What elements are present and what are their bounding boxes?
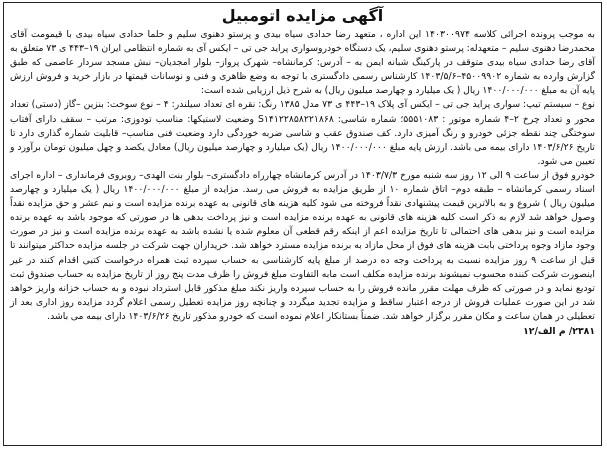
- notice-paragraph-auction-terms: خودرو فوق از ساعت ۹ الی ۱۲ روز سه شنبه مورخ ۱۴۰۳/۷/۳ در آدرس کرمانشاه چهارراه دادگستری– بلوار بنت الهدی– روبروی فرمانداری – اداره اجرای اسناد رسمی کرمانشاه – طبقه دوم– اتاق شماره ۱۰ از طریق مزایده به فروش می رسد. مزایده از مبلغ ۱۴۰۰/۰۰۰/۰۰۰ ریال ( یک میلیارد و چهارصد میلیون ریال ) شروع و به بالاترین قیمت پیشنهادی نقداً فروخته می شود کلیه هزینه های قانونی به عهده برنده مزایده است و نیم عشر و حق مزایده نقداً وصول خواهد شد لازم به ذکر است کلیه هزینه های قانونی به عهده برنده مزایده است و نیز پرداخت بدهی ها در صورتی که موجود باشد به عهده برنده مزایده است و نیز بدهی های احتمالی تا تاریخ مزایده اعم از اینکه رقم قطعی آن معلوم شده یا نشده باشد به عهده برنده مزایده است و نیز در صورت وجود مازاد وجوه پرداختی بابت هزینه های فوق از محل مازاد به برنده مزایده مسترد خواهد شد. خریداران جهت شرکت در جلسه مزایده حداکثر میتوانند تا قبل از ساعت ۹ روز مزایده نسبت به پرداخت وجه ده درصد از مبلغ پایه کارشناسی به حساب سپرده ثبت همراه درخواست کتبی اقدام کنند در غیر اینصورت شرکت کننده محسوب نمیشوند برنده مزایده مکلف است مابه التفاوت مبلغ فروش را ظرف مدت پنج روز از تاریخ مزایده به حساب صندوق ثبت تودیع نماید و در صورتی که ظرف مهلت مقرر مانده فروش را به حساب سپرده واریز نکند مبلغ مذکور قابل استرداد نبوده و به حساب خزانه واریز خواهد شد در این صورت عملیات فروش از درجه اعتبار ساقط و مزایده تجدید میگردد و چنانچه روز مزایده تعطیل رسمی اعلام گردد مزایده روز اداری بعد از تعطیلی در همان ساعت و مکان مقرر برگزار خواهد شد. ضمناً بستانکار اعلام نموده است که خودرو مذکور تاریخ ۱۴۰۳/۶/۲۶ دارای بیمه می باشد.: [10, 169, 596, 322]
- auction-notice: [3, 2, 602, 446]
- notice-title: آگهی مزایده اتومبیل: [221, 6, 384, 25]
- notice-reference-number: ۲۳۸۱/ م الف/۱۲: [523, 325, 595, 337]
- notice-paragraph-vehicle-specs: نوع – سیستم تیپ: سواری پراید جی تی – ایکس آی پلاک ۱۹–۴۴۳ ی ۷۳ مدل ۱۳۸۵ رنگ: نقره ای تعداد سیلندر: ۴ – نوع سوخت: بنزین –گاز (دستی) تعداد محور و تعداد چرخ ۲–۴ شماره موتور : ۵۵۵۱۰۸۳؛ شماره شاسی: S۱۴۱۲۲۸۵۸۲۲۱۸۶۸ وضعیت لاستیکها: مناسب تودوزی: مرتب – سقف دارای آفتاب سوختگی چند نقطه جزئی خودرو و رنگ آمیزی دارد. کف صندوق عقب و شاسی ضربه خوردگی دارد وضعیت فنی مناسب– قابلیت شماره گذاری دارد تا تاریخ ۱۴۰۳/۶/۲۶ دارای بیمه می باشد. ارزش پایه مبلغ ۱۴۰۰/۰۰۰/۰۰۰ ریال (یک میلیارد و چهارصد میلیون ریال) معادل یکصد و چهل میلیون تومان برآورد و تعیین می شود.: [10, 99, 595, 167]
- notice-paragraph-intro: به موجب پرونده اجرائی کلاسه ۱۴۰۳۰۰۹۷۴ این اداره ، متعهد رضا حدادی سیاه بیدی و پرستو دهنوی سلیم و حلما حدادی سیاه بیدی با قیمومت آقای محمدرضا دهنوی سلیم – متعهدله: پرستو دهنوی سلیم، یک دستگاه خودروسواری پراید جی تی – ایکس آی به شماره انتظامی ایران ۱۹–۴۴۳ ی ۷۳ متعلق به آقای رضا حدادی سیاه بیدی متوقف در پارکینگ شبانه ایمن به – آدرس: کرمانشاه– شهرک پرواز– بلوار امجدیان– نبش مسجد سردار عاصمی که طبق گزارش وارده به شماره ۴۵۰۰۹۹۰۲–۱۴۰۳/۵/۶ کارشناس رسمی دادگستری با توجه به وضع ظاهری و فنی و نوسانات قیمتها در بازار خرید و فروش ارزش پایه آن به مبلغ ۱۴۰۰/۰۰۰/۰۰۰ ریال ( یک میلیارد و چهارصد میلیون ریال) به شرح ذیل ارزیابی شده است:: [10, 29, 596, 97]
